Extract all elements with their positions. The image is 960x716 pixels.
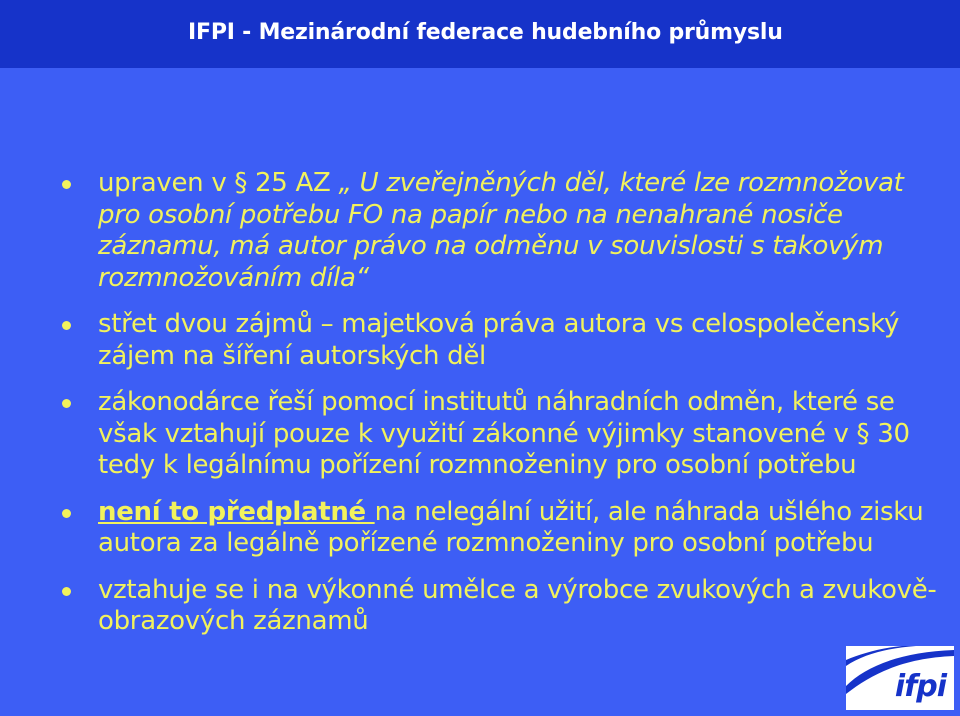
bullet-text-emphasis: není to předplatné [98,496,375,527]
bullet-list [60,168,940,653]
bullet-dot-icon [62,587,71,596]
bullet-dot-icon [62,509,71,518]
bullet-item [60,309,940,372]
bullet-item [60,575,940,638]
bullet-text: střet dvou zájmů – majetková práva autora vs celospolečenský zájem na šíření autorských děl [98,309,900,371]
bullet-dot-icon [62,180,71,189]
page-title: IFPI - Mezinárodní federace hudebního průmyslu [188,20,783,45]
bullet-item [60,387,940,482]
header-bar [0,0,960,68]
bullet-text-quote: „ U zveřejněných děl, které lze rozmnožovat pro osobní potřebu FO na papír nebo na nenahrané nosiče záznamu, má autor právo na odměnu v souvislosti s takovým rozmnožováním díla“ [98,168,904,293]
bullet-text: vztahuje se i na výkonné umělce a výrobce zvukových a zvukově-obrazových záznamů [98,574,937,636]
ifpi-logo [846,646,954,710]
bullet-item [60,168,940,294]
bullet-text: zákonodárce řeší pomocí institutů náhradních odměn, které se však vztahují pouze k využití zákonné výjimky stanovené v § 30 tedy k legálnímu pořízení rozmnoženiny pro osobní potřebu [98,387,910,480]
bullet-item [60,497,940,560]
bullet-text-lead: upraven v § 25 AZ [98,168,339,198]
bullet-dot-icon [62,321,71,330]
bullet-dot-icon [62,399,71,408]
logo-text: ifpi [894,669,946,704]
bullet-text-rest: na nelegální užití, ale náhrada ušlého zisku autora za legálně pořízené rozmnoženiny pro osobní potřebu [98,496,924,558]
